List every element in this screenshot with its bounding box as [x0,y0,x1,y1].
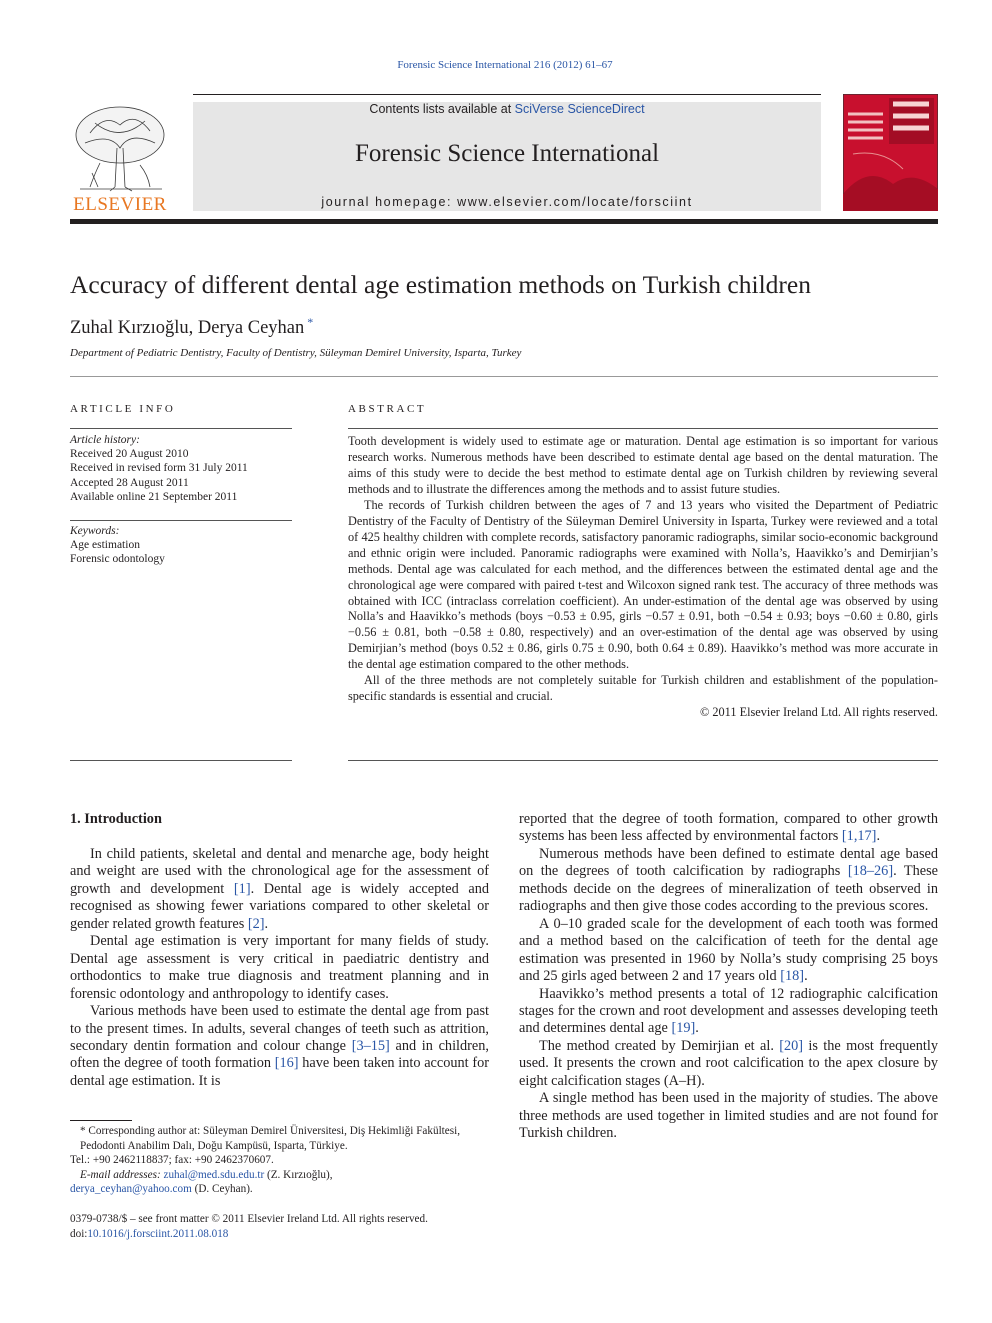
email-link[interactable]: derya_ceyhan@yahoo.com [70,1183,192,1196]
body-column-right [519,811,938,1143]
reference-link[interactable]: [1] [233,880,251,897]
body-paragraph: Dental age estimation is very important for many fields of study. Dental age assessment is very critical in paediatric dentistry and orthodontics to make true diagnosis and treatment planning and in forensic odontology and anthropology to identify cases. [70,933,489,1002]
reference-link[interactable]: [20] [779,1037,804,1054]
reference-link[interactable]: [19] [671,1020,696,1037]
masthead-top-rule [193,94,821,95]
article-title: Accuracy of different dental age estimation methods on Turkish children [70,270,811,299]
footnote-emails: E-mail addresses: zuhal@med.sdu.edu.tr (Z. Kırzıoğlu), [80,1168,333,1181]
footnote-address: * Corresponding author at: Süleyman Demirel Üniversitesi, Diş Hekimliği Fakültesi, Pedodonti Anabilim Dalı, Doğu Kampüsü, Isparta, Türkiye. [80,1125,461,1152]
body-paragraph: Various methods have been used to estimate the dental age from past to the present times. In adults, several changes of teeth such as attrition, secondary dentin formation and colour change [3–15] and in children, often the degree of tooth formation [16] have been taken into account for dental age estimation. It is [70,1003,490,1089]
body-paragraph: reported that the degree of tooth formation, compared to other growth systems has been less affected by environmental factors [1,17]. [519,811,938,845]
body-paragraph: A 0–10 graded scale for the development of each tooth was formed and a method based on the calcification of teeth for the dental age estimation was presented in 1960 by Nolla’s study comprising 25 boys and 25 girls aged between 2 and 17 years old [18]. [519,915,938,985]
history-revised: Received in revised form 31 July 2011 [70,462,248,475]
doi-link[interactable]: 10.1016/j.forsciint.2011.08.018 [87,1228,229,1240]
article-info-heading: ARTICLE INFO [70,403,176,415]
reference-link[interactable]: [2] [247,915,265,932]
doi-line: doi:10.1016/j.forsciint.2011.08.018 [70,1228,229,1240]
abstract-rule [348,760,938,761]
reference-link[interactable]: [18–26] [847,863,894,880]
journal-homepage[interactable]: journal homepage: www.elsevier.com/locate/forsciint [321,195,693,209]
issn-line: 0379-0738/$ – see front matter © 2011 Elsevier Ireland Ltd. All rights reserved. [70,1213,428,1225]
keywords-block [70,524,292,567]
keyword-item: Forensic odontology [70,553,165,566]
email-link[interactable]: zuhal@med.sdu.edu.tr [163,1168,265,1181]
footnote-phone: Tel.: +90 2462118837; fax: +90 2462370607. [70,1154,274,1167]
section-divider [70,376,938,377]
abstract-rule [348,428,938,429]
abstract-paragraph: All of the three methods are not completely suitable for Turkish children and establishment of the population-specific standards is essential and crucial. [348,673,938,704]
article-info-rule [70,520,292,521]
header-divider [70,219,938,224]
body-paragraph: Haavikko’s method presents a total of 12 radiographic calcification stages for the crown and root development and assesses developing teeth and determines dental age [19]. [519,985,938,1037]
corresponding-author-mark[interactable]: * [307,315,314,329]
author-names: Zuhal Kırzıoğlu, Derya Ceyhan [70,318,305,339]
footnote-email-2: derya_ceyhan@yahoo.com (D. Ceyhan). [70,1183,253,1196]
footnote-rule [70,1120,132,1121]
body-paragraph: A single method has been used in the majority of studies. The above three methods are used together in limited studies and are not found for Turkish children. [519,1090,938,1142]
body-paragraph: Numerous methods have been defined to estimate dental age based on the degrees of tooth calcification by radiographs [18–26]. These methods decide on the degrees of mineralization of teeth observed in radiographs and then give those codes according to the previous scores. [519,845,939,915]
elsevier-wordmark: ELSEVIER [73,194,167,215]
author-affiliation: Department of Pediatric Dentistry, Faculty of Dentistry, Süleyman Demirel University, Isparta, Turkey [70,347,522,359]
article-info-rule [70,760,292,761]
history-received: Received 20 August 2010 [70,448,189,461]
article-history [70,433,292,504]
abstract-heading: ABSTRACT [348,403,427,415]
author-list [70,315,313,339]
corresponding-author-footnote [70,1124,489,1197]
history-online: Available online 21 September 2011 [70,490,238,503]
abstract-body [348,434,938,721]
abstract-paragraph: Tooth development is widely used to estimate age or maturation. Dental age estimation is so important for various research works. Numerous methods have been described to estimate dental age based on the dental maturation. The aims of this study were to decide the best method to estimate dental age on Turkish children by reviewing several methods and to illustrate the differences among the methods and to assist future studies. [348,434,938,496]
keywords-label: Keywords: [70,525,120,537]
footnote-star: * [80,1125,86,1137]
body-paragraph: The method created by Demirjian et al. [20] is the most frequently used. It presents the crown and root calcification to the apex closure by eight calcification stages (A–H). [519,1037,938,1089]
body-column-left [70,846,489,1090]
copyright-notice: © 2011 Elsevier Ireland Ltd. All rights reserved. [699,705,938,720]
reference-link[interactable]: [1,17] [841,828,877,845]
abstract-paragraph: The records of Turkish children between the ages of 7 and 13 years who visited the Department of Pediatric Dentistry of the Faculty of Dentistry of the Süleyman Demirel University in Isparta, Turkey were reviewed and a total of 425 healthy children with complete records, satisfactory panoramic radiographs, similar socio-economic background and ethnic origin were included. Panoramic radiographs were examined with Nolla’s, Haavikko’s and Demirjian’s methods. Dental age was calculated for each method, and the differences between the estimated dental age and the chronological age were compared with paired t-test and Wilcoxon signed rank test. The accuracy of three methods was obtained with ICC (intraclass correlation coefficient). An under-estimation of the dental age was observed by using Nolla’s and Haavikko’s methods (boys −0.53 ± 0.95, girls −0.57 ± 0.91, both −0.54 ± 0.93; boys −0.60 ± 0.80, girls −0.56 ± 0.81, both −0.58 ± 0.80, respectively) and an over-estimation of the dental age was observed by using Demirjian’s method (boys 0.52 ± 0.86, girls 0.75 ± 0.90, both 0.64 ± 0.89). Haavikko’s method was more accurate in the dental age estimation compared to the other methods. [348,497,938,672]
history-label: Article history: [70,434,140,446]
journal-citation[interactable]: Forensic Science International 216 (2012) 61–67 [397,59,613,71]
journal-title: Forensic Science International [354,140,660,167]
reference-link[interactable]: [18] [780,968,805,985]
journal-cover-image [843,94,938,211]
keyword-item: Age estimation [70,539,140,552]
reference-link[interactable]: [3–15] [351,1037,390,1054]
sciencedirect-link[interactable]: SciVerse ScienceDirect [514,102,645,116]
issn-doi-block [70,1212,489,1242]
contents-prefix: Contents lists available at [369,102,515,116]
article-info-rule [70,428,292,429]
contents-line [193,102,821,116]
section-heading-introduction: 1. Introduction [70,811,162,827]
reference-link[interactable]: [16] [274,1055,299,1072]
body-paragraph: In child patients, skeletal and dental and menarche age, body height and weight are used with the chronological age for the assessment of growth and development [1]. Dental age is widely accepted and recognised as showing fewer variations compared to other skeletal or gender related growth features [2]. [70,846,489,932]
history-accepted: Accepted 28 August 2011 [70,476,189,489]
